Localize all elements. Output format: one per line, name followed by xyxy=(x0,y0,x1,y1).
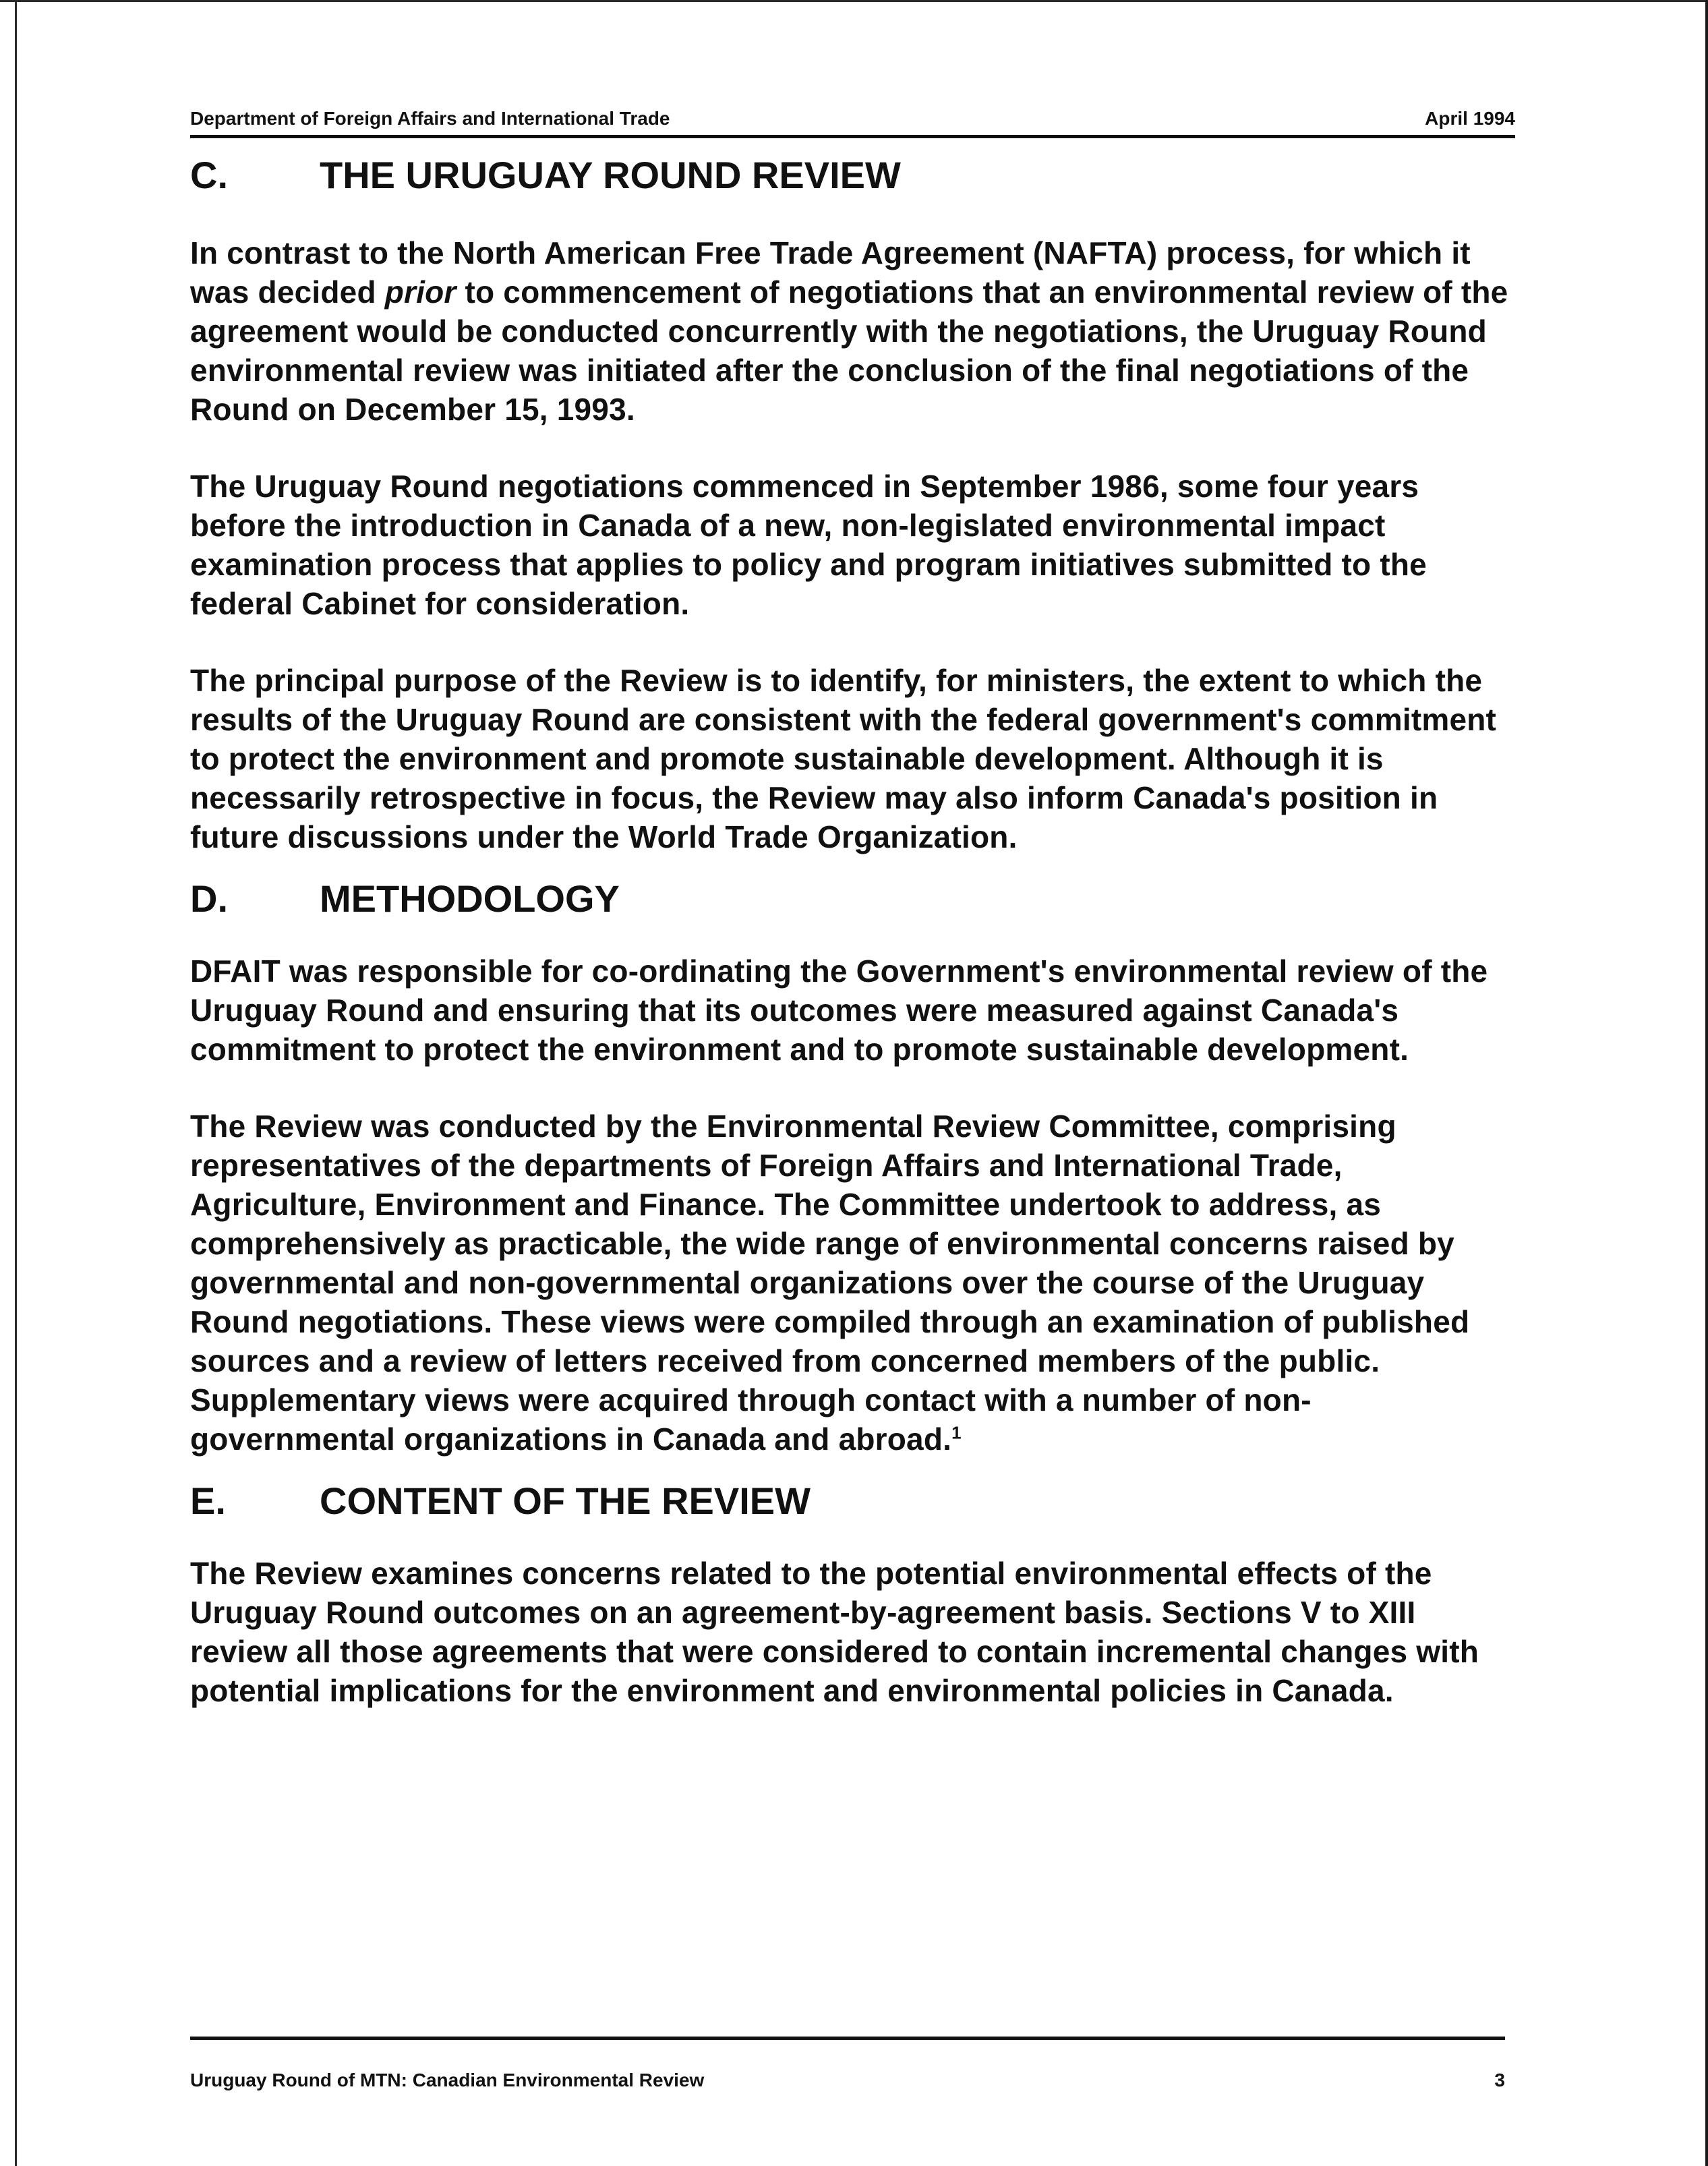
scan-edge-left xyxy=(15,0,17,2166)
scan-edge-right xyxy=(1705,0,1708,2166)
paragraph: DFAIT was responsible for co-ordinating the Government's environmental review of the Uruguay Round and ensuring that its outcomes were measured against Canada's commitment to protect the environment and to promote sustainable development. xyxy=(190,954,1488,1067)
paragraph-text: The Review was conducted by the Environmental Review Committee, comprising representatives of the departments of Foreign Affairs and International Trade, Agriculture, Environment and Finance. The Committee undertook to address, as comprehensively as practicable, the wide range of environmental concerns raised by governmental and non-governmental organizations over the course of the Uruguay Round negotiations. These views were compiled through an examination of published sources and a review of letters received from concerned members of the public. Supplementary views were acquired through contact with a number of non-governmental organizations in Canada and abroad. xyxy=(190,1109,1470,1457)
section-heading-e xyxy=(190,1479,1515,1523)
running-header xyxy=(190,108,1515,138)
running-footer xyxy=(190,2037,1505,2091)
section-title: CONTENT OF THE REVIEW xyxy=(320,1480,811,1522)
italic-emphasis: prior xyxy=(384,274,457,310)
paragraph xyxy=(190,233,1515,429)
section-heading-c xyxy=(190,153,1515,197)
paragraph-text: to commencement of negotiations that an environmental review of the agreement would be conducted concurrently with the negotiations, the Uruguay Round environmental review was initiated after the conclusion of the final negotiations of the Round on December 15, 1993. xyxy=(190,274,1508,427)
document-page xyxy=(190,108,1515,1710)
scan-edge-top xyxy=(0,0,1708,2)
header-department: Department of Foreign Affairs and International Trade xyxy=(190,108,670,129)
section-title: THE URUGUAY ROUND REVIEW xyxy=(320,154,901,196)
header-date: April 1994 xyxy=(1425,108,1515,129)
paragraph: The principal purpose of the Review is to identify, for ministers, the extent to which the results of the Uruguay Round are consistent with the federal government's commitment to protect the environment and promote sustainable development. Although it is necessarily retrospective in focus, the Review may also inform Canada's position in future discussions under the World Trade Organization. xyxy=(190,663,1497,854)
section-letter: E. xyxy=(190,1480,226,1522)
section-letter: C. xyxy=(190,154,228,196)
section-title: METHODOLOGY xyxy=(320,877,620,920)
paragraph: The Review examines concerns related to the potential environmental effects of the Uruguay Round outcomes on an agreement-by-agreement basis. Sections V to XIII review all those agreements that were considered to contain incremental changes with potential implications for the environment and environmental policies in Canada. xyxy=(190,1556,1479,1708)
section-heading-d xyxy=(190,877,1515,920)
paragraph xyxy=(190,1107,1515,1459)
paragraph: The Uruguay Round negotiations commenced in September 1986, some four years before the introduction in Canada of a new, non-legislated environmental impact examination process that applies to policy and program initiatives submitted to the federal Cabinet for consideration. xyxy=(190,469,1427,621)
paragraph-text: In contrast to the North American Free Trade Agreement (NAFTA) process, for which it was decided xyxy=(190,235,1471,310)
footnote-reference[interactable]: 1 xyxy=(951,1422,962,1443)
footer-title: Uruguay Round of MTN: Canadian Environmental Review xyxy=(190,2070,705,2090)
page-number: 3 xyxy=(1494,2070,1505,2090)
section-letter: D. xyxy=(190,877,228,920)
